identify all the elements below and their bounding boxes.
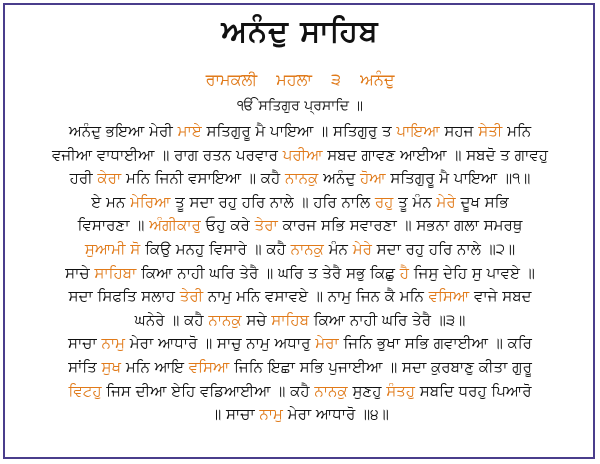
verse-text: ਮਨਿ ਜਿਨੀ ਵਸਾਇਆ ॥ ਕਹੈ xyxy=(121,169,286,188)
verse-line xyxy=(14,332,586,356)
verse-text: ਸਦਾ ਰਹੁ ਹਰਿ ਨਾਲੇ ॥੨॥ xyxy=(371,239,516,258)
raag-subtitle: ਰਾਮਕਲੀ ਮਹਲਾ ੩ ਅਨੰਦੁ xyxy=(205,70,395,89)
highlighted-word: ਕੇਰਾ xyxy=(97,169,122,188)
highlighted-word: ਨਾਨਕੁ xyxy=(314,381,348,400)
highlighted-word: ਨਾਨਕੁ xyxy=(285,169,319,188)
verse-text: ਓਹੁ ਕਰੇ xyxy=(200,216,255,235)
verse-text: ਸਤਿਗੁਰੂ ਮੈ ਪਾਇਆ ॥ ਸਤਿਗੁਰੁ ਤ xyxy=(201,122,397,140)
verse-text: ਤੂ ਸਦਾ ਰਹੁ ਹਰਿ ਨਾਲੇ ॥ ਹਰਿ ਨਾਲਿ xyxy=(170,192,375,211)
highlighted-word: ਹੋਆ xyxy=(360,169,386,188)
verse-line xyxy=(14,262,586,286)
verse-text: ਸਬਦਿ ਧਰਹੁ ਪਿਆਰੋ xyxy=(415,381,532,400)
verse-text: ਵਜੀਆ ਵਾਧਾਈਆ ॥ ਰਾਗ ਰਤਨ ਪਰਵਾਰ xyxy=(52,145,283,164)
highlighted-word: ਤੇਰੀ xyxy=(179,287,204,306)
verse-line xyxy=(14,214,586,238)
verse-text: ਜਿਨਿ ਭੁਖਾ ਸਭਿ ਗਵਾਈਆ ॥ ਕਰਿ xyxy=(338,334,532,353)
highlighted-word: ਰਹੁ xyxy=(374,192,394,211)
verse-text: ਕਾਰਜ ਸਭਿ ਸਵਾਰਣਾ ॥ ਸਭਨਾ ਗਲਾ ਸਮਰਥੁ xyxy=(277,216,523,235)
verse-text: ਜਿਸੁ ਦੇਹਿ ਸੁ ਪਾਵਏ ॥ xyxy=(408,263,535,282)
highlighted-word: ਮੇਰੇ xyxy=(436,192,456,211)
verse-text: ਮੰਨ xyxy=(323,239,353,258)
mool-mantar: ੴ ਸਤਿਗੁਰ ਪ੍ਰਸਾਦਿ ॥ xyxy=(237,98,363,114)
verse-text: ਮਨਿ ਆਇ xyxy=(121,357,189,376)
verse-text: ਤੂ ਮੰਨ xyxy=(393,192,437,211)
verse-text: ਸਹਜ xyxy=(439,122,479,140)
verse-text: ਵਾਜੇ ਸਬਦ xyxy=(469,287,532,306)
verse-text: ਹਰੀ xyxy=(69,169,98,188)
verse-text: ਮੇਰਾ ਆਧਾਰੋ ॥੪॥ xyxy=(282,405,389,424)
highlighted-word: ਸੇਤੀ xyxy=(478,122,503,140)
verse-text: ਸਾਂਤਿ xyxy=(68,357,102,376)
verse-text: ਅਨੰਦੁ xyxy=(318,169,361,188)
verse-text: ਅਨੰਦੁ ਭਇਆ ਮੇਰੀ xyxy=(68,122,178,140)
verse-line xyxy=(14,120,586,144)
highlighted-word: ਵਿਟਹੁ xyxy=(68,381,102,400)
verse-line xyxy=(14,309,586,333)
highlighted-word: ਨਾਨਕੁ xyxy=(208,310,242,329)
highlighted-word: ਮਾਏ xyxy=(177,122,202,140)
verse-text: ਸਾਚਾ xyxy=(68,334,102,353)
verse-text: ਸਾਚੇ xyxy=(65,263,95,282)
verse-text: ਸਤਿਗੁਰੂ ਮੈ ਪਾਇਆ ॥੧॥ xyxy=(385,169,531,188)
verse-text: ਵਿਸਾਰਣਾ ॥ xyxy=(77,216,150,235)
verse-text: ਕਿਆ ਨਾਹੀ ਘਰਿ ਤੇਰੈ ॥੩॥ xyxy=(308,310,466,329)
verse-text: ਘਨੇਰੇ ॥ ਕਹੈ xyxy=(134,310,209,329)
verse-text: ਸਬਦ ਗਾਵਣ ਆਈਆ ॥ ਸਬਦੋ ਤ ਗਾਵਹੁ xyxy=(322,145,548,164)
verse-line xyxy=(14,356,586,380)
verse-text: ਜਿਨਿ ਇਛਾ ਸਭਿ ਪੁਜਾਈਆ ॥ ਸਦਾ ਕੁਰਬਾਣੁ ਕੀਤਾ ਗੁਰੂ xyxy=(229,357,532,376)
verse-text: ਮੇਰਾ ਆਧਾਰੋ ॥ ਸਾਚੁ ਨਾਮੁ ਅਧਾਰੁ xyxy=(125,334,316,353)
highlighted-word: ਸਾਹਿਬ xyxy=(271,310,309,329)
highlighted-word: ਨਾਨਕੁ xyxy=(290,239,324,258)
verse-body xyxy=(14,120,586,427)
highlighted-word: ਹੈ xyxy=(399,263,409,282)
verse-line xyxy=(14,380,586,404)
highlighted-word: ਅੰਗੀਕਾਰੁ xyxy=(149,216,201,235)
highlighted-word: ਵਸਿਆ xyxy=(188,357,230,376)
verse-text: ਸਦਾ ਸਿਫਤਿ ਸਲਾਹ xyxy=(68,287,180,306)
verse-text: ਕਿਉ ਮਨਹੁ ਵਿਸਾਰੇ ॥ ਕਹੈ xyxy=(140,239,291,258)
highlighted-word: ਮੇਰੇ xyxy=(352,239,372,258)
highlighted-word: ਤੇਰਾ xyxy=(254,216,278,235)
verse-text: ਜਿਸ ਦੀਆ ਏਹਿ ਵਡਿਆਈਆ ॥ ਕਹੈ xyxy=(101,381,315,400)
highlighted-word: ਸੁਆਮੀ ਸੋ xyxy=(84,239,141,258)
verse-line xyxy=(14,144,586,168)
highlighted-word: ਮੇਰਿਆ xyxy=(130,192,171,211)
verse-text: ਸਚੇ xyxy=(241,310,272,329)
highlighted-word: ਵਸਿਆ xyxy=(428,287,470,306)
highlighted-word: ਨਾਮੁ xyxy=(101,334,126,353)
verse-text: ਨਾਮੁ ਮਨਿ ਵਸਾਵਏ ॥ ਨਾਮੁ ਜਿਨ ਕੈ ਮਨਿ xyxy=(203,287,429,306)
highlighted-word: ਸਾਹਿਬਾ xyxy=(94,263,137,282)
verse-text: ਮਨਿ xyxy=(502,122,532,140)
highlighted-word: ਸੰਤਹੁ xyxy=(386,381,415,400)
verse-text: ਦੂਖ ਸਭਿ xyxy=(455,192,509,211)
highlighted-word: ਪਾਇਆ xyxy=(396,122,440,140)
highlighted-word: ਮੇਰਾ xyxy=(315,334,339,353)
verse-text: ਏ ਮਨ xyxy=(91,192,131,211)
highlighted-word: ਨਾਮੁ xyxy=(259,405,283,424)
verse-line xyxy=(14,403,586,427)
highlighted-word: ਸੁਖ xyxy=(101,357,122,376)
verse-text: ॥ ਸਾਚਾ xyxy=(211,405,260,424)
verse-text: ਕਿਆ ਨਾਹੀ ਘਰਿ ਤੇਰੈ ॥ ਘਰਿ ਤ ਤੇਰੈ ਸਭੁ ਕਿਛੁ xyxy=(136,263,400,282)
verse-line xyxy=(14,238,586,262)
verse-line xyxy=(14,191,586,215)
verse-line xyxy=(14,285,586,309)
verse-line xyxy=(14,167,586,191)
page-title: ਅਨੰਦੁ ਸਾਹਿਬ xyxy=(221,14,379,49)
verse-text: ਸੁਣਹੁ xyxy=(347,381,387,400)
highlighted-word: ਪਰੀਆ xyxy=(282,145,323,164)
